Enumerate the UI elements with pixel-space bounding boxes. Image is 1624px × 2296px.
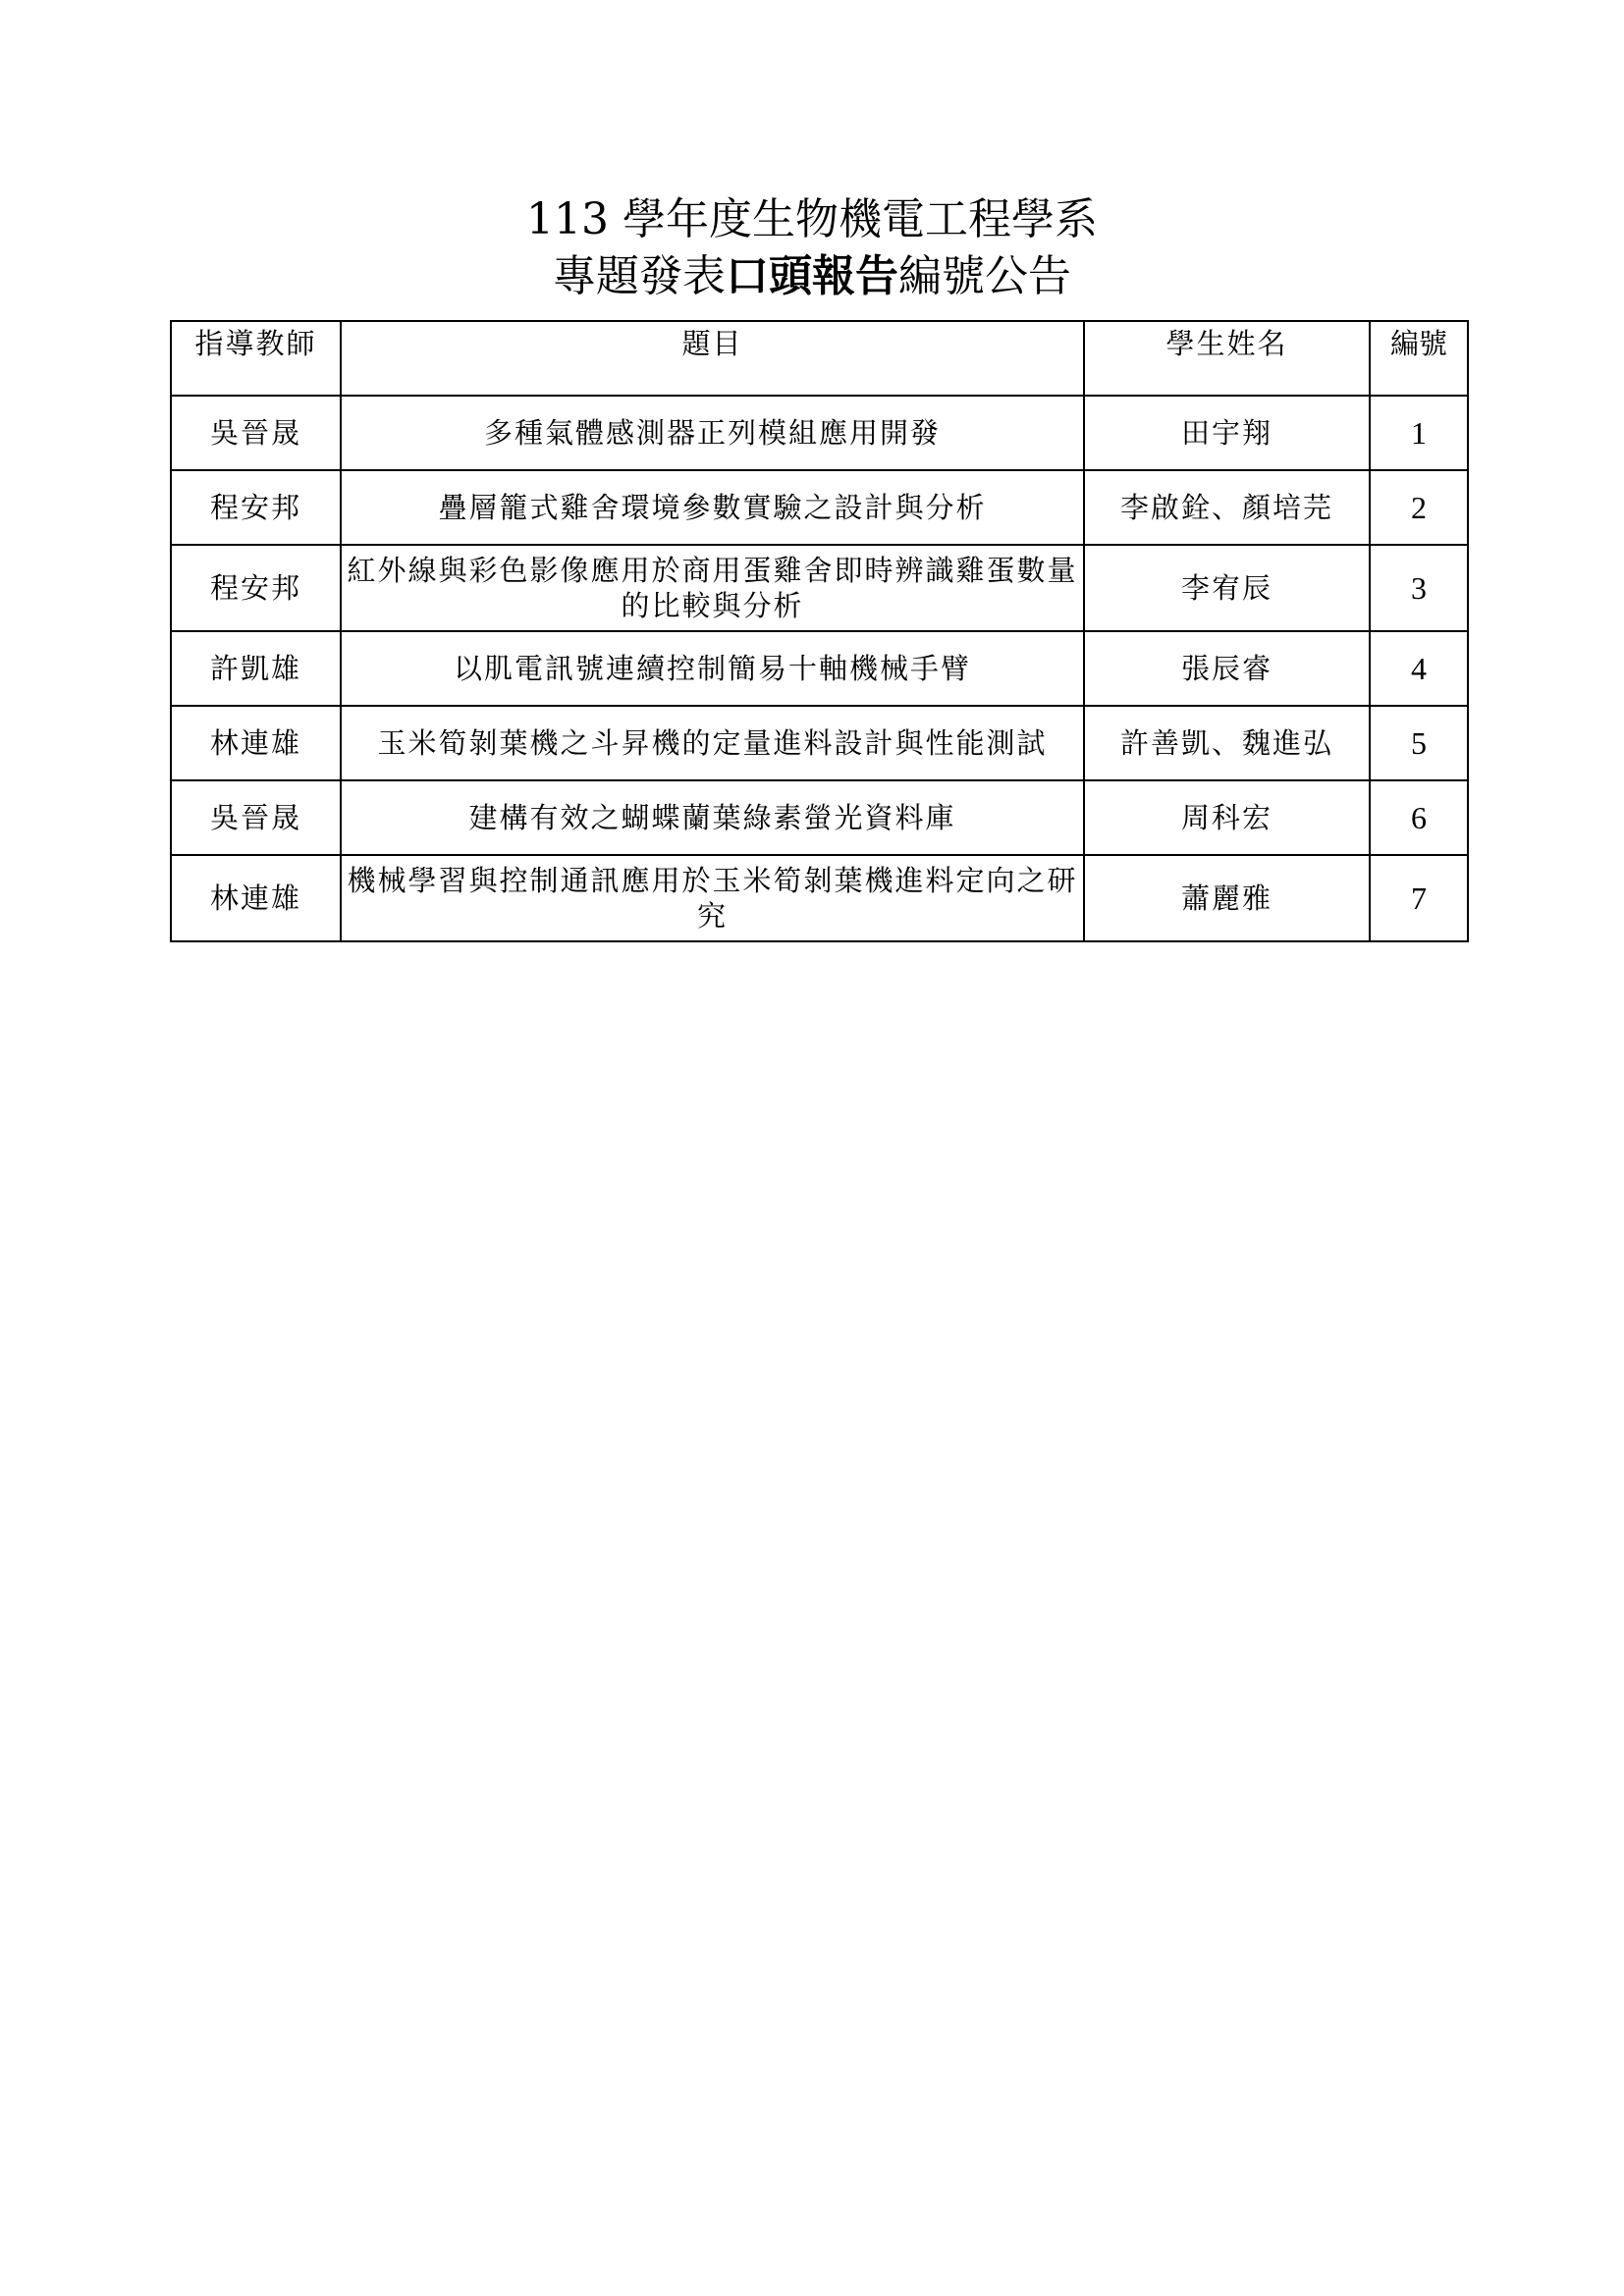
cell-number: 2 <box>1370 470 1468 545</box>
document-title <box>0 191 1624 305</box>
cell-advisor: 吳晉晟 <box>171 780 341 855</box>
table-row <box>171 855 1468 941</box>
cell-number: 1 <box>1370 396 1468 470</box>
header-number: 編號 <box>1370 321 1468 396</box>
title-prefix: 專題發表 <box>553 251 726 301</box>
cell-advisor: 許凱雄 <box>171 631 341 706</box>
title-suffix: 編號公告 <box>898 251 1071 301</box>
cell-students: 周科宏 <box>1084 780 1370 855</box>
cell-students: 田宇翔 <box>1084 396 1370 470</box>
cell-advisor: 程安邦 <box>171 545 341 631</box>
cell-advisor: 吳晉晟 <box>171 396 341 470</box>
header-students: 學生姓名 <box>1084 321 1370 396</box>
cell-topic: 多種氣體感測器正列模組應用開發 <box>341 396 1084 470</box>
cell-topic: 紅外線與彩色影像應用於商用蛋雞舍即時辨識雞蛋數量的比較與分析 <box>341 545 1084 631</box>
table-header-row <box>171 321 1468 396</box>
title-line-1: 113 學年度生物機電工程學系 <box>526 194 1098 244</box>
cell-students: 李啟銓、顏培芫 <box>1084 470 1370 545</box>
cell-number: 7 <box>1370 855 1468 941</box>
cell-topic: 機械學習與控制通訊應用於玉米筍剝葉機進料定向之研究 <box>341 855 1084 941</box>
cell-number: 6 <box>1370 780 1468 855</box>
table-row <box>171 470 1468 545</box>
cell-topic: 玉米筍剝葉機之斗昇機的定量進料設計與性能測試 <box>341 706 1084 780</box>
table-row <box>171 780 1468 855</box>
cell-topic: 建構有效之蝴蝶蘭葉綠素螢光資料庫 <box>341 780 1084 855</box>
cell-students: 許善凱、魏進弘 <box>1084 706 1370 780</box>
cell-students: 蕭麗雅 <box>1084 855 1370 941</box>
cell-advisor: 程安邦 <box>171 470 341 545</box>
header-topic: 題目 <box>341 321 1084 396</box>
cell-students: 李宥辰 <box>1084 545 1370 631</box>
title-bold-oral-report: 口頭報告 <box>726 251 898 301</box>
cell-number: 5 <box>1370 706 1468 780</box>
table-row <box>171 396 1468 470</box>
table-row <box>171 545 1468 631</box>
cell-advisor: 林連雄 <box>171 855 341 941</box>
cell-number: 4 <box>1370 631 1468 706</box>
table-row <box>171 706 1468 780</box>
presentation-table <box>170 320 1469 942</box>
cell-topic: 以肌電訊號連續控制簡易十軸機械手臂 <box>341 631 1084 706</box>
cell-topic: 疊層籠式雞舍環境參數實驗之設計與分析 <box>341 470 1084 545</box>
title-line-2 <box>0 248 1624 305</box>
cell-number: 3 <box>1370 545 1468 631</box>
cell-advisor: 林連雄 <box>171 706 341 780</box>
cell-students: 張辰睿 <box>1084 631 1370 706</box>
header-advisor: 指導教師 <box>171 321 341 396</box>
table-row <box>171 631 1468 706</box>
